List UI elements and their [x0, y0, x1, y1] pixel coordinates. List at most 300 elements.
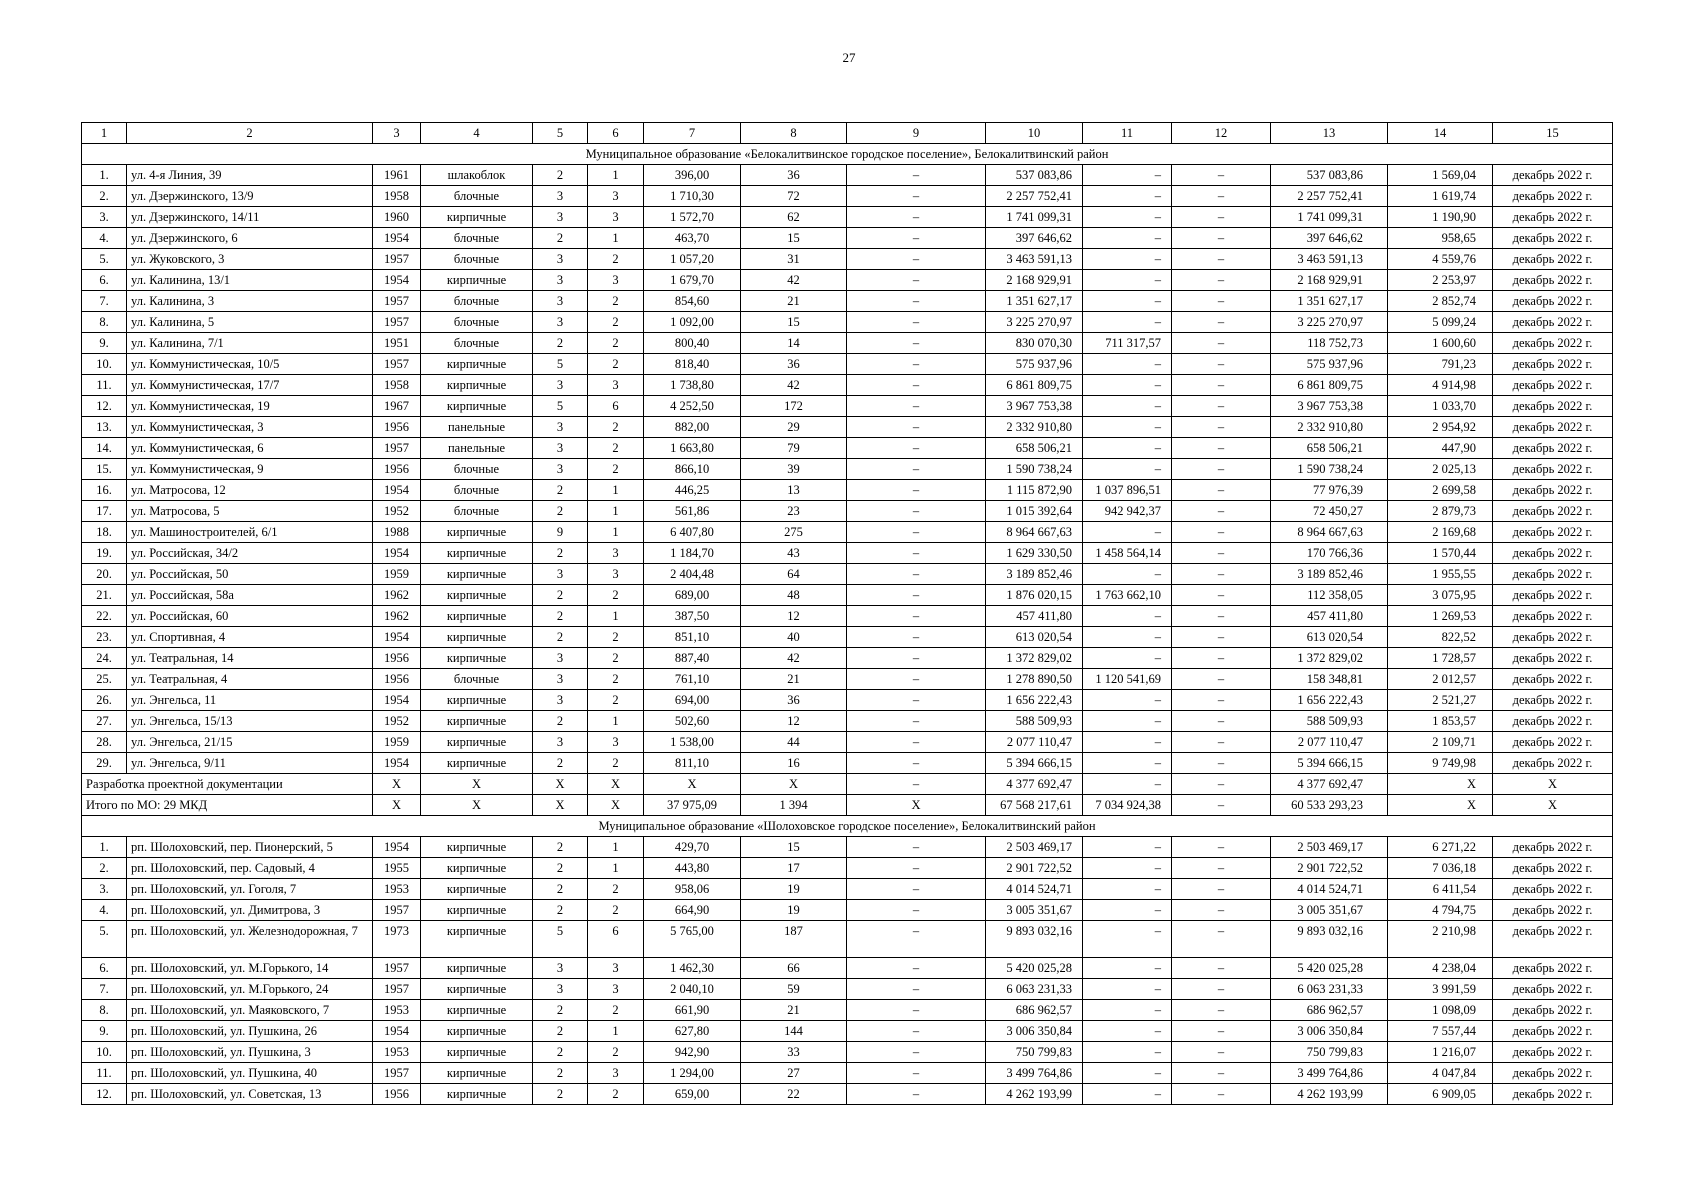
table-cell: – [1083, 228, 1172, 249]
table-cell: 811,10 [644, 753, 741, 774]
table-cell: – [1172, 375, 1271, 396]
table-cell: – [847, 354, 986, 375]
table-cell: 397 646,62 [986, 228, 1083, 249]
table-cell: 1 876 020,15 [986, 585, 1083, 606]
table-cell: 4 262 193,99 [1271, 1084, 1388, 1105]
table-cell: декабрь 2022 г. [1493, 312, 1613, 333]
table-cell: – [847, 396, 986, 417]
table-cell: 158 348,81 [1271, 669, 1388, 690]
table-cell: – [1172, 186, 1271, 207]
table-cell: 5 [533, 921, 588, 958]
table-cell: 1953 [373, 879, 421, 900]
table-cell: 6 861 809,75 [986, 375, 1083, 396]
table-cell: – [847, 690, 986, 711]
table-cell: – [847, 585, 986, 606]
address-cell: ул. Российская, 58а [127, 585, 373, 606]
table-cell: – [847, 312, 986, 333]
table-cell: декабрь 2022 г. [1493, 879, 1613, 900]
table-cell: 24. [82, 648, 127, 669]
address-cell: ул. Театральная, 4 [127, 669, 373, 690]
table-cell: 1 572,70 [644, 207, 741, 228]
table-cell: 1 741 099,31 [986, 207, 1083, 228]
table-cell: 661,90 [644, 1000, 741, 1021]
table-cell: 39 [741, 459, 847, 480]
table-cell: декабрь 2022 г. [1493, 228, 1613, 249]
table-cell: 446,25 [644, 480, 741, 501]
table-cell: 2 [588, 459, 644, 480]
table-cell: – [847, 774, 986, 795]
table-row [82, 837, 1613, 858]
table-row [82, 958, 1613, 979]
table-cell: 3 [533, 648, 588, 669]
table-cell: кирпичные [421, 732, 533, 753]
table-cell: кирпичные [421, 690, 533, 711]
table-cell: 3 [588, 958, 644, 979]
table-cell: 187 [741, 921, 847, 958]
table-row [82, 879, 1613, 900]
table-cell: 2 [533, 900, 588, 921]
table-cell: – [1172, 921, 1271, 958]
table-cell: – [847, 648, 986, 669]
table-cell: кирпичные [421, 1042, 533, 1063]
table-cell: 4 047,84 [1388, 1063, 1493, 1084]
address-cell: рп. Шолоховский, ул. Пушкина, 26 [127, 1021, 373, 1042]
table-cell: 664,90 [644, 900, 741, 921]
address-cell: ул. Энгельса, 9/11 [127, 753, 373, 774]
table-cell: 396,00 [644, 165, 741, 186]
table-cell: – [847, 669, 986, 690]
table-cell: 1 [588, 1021, 644, 1042]
table-cell: 2 [533, 858, 588, 879]
table-cell: 2 [588, 1000, 644, 1021]
table-cell: – [1083, 690, 1172, 711]
table-cell: 1 [588, 837, 644, 858]
table-cell: 6 [588, 921, 644, 958]
table-cell: 2 [588, 291, 644, 312]
table-cell: 588 509,93 [1271, 711, 1388, 732]
table-cell: декабрь 2022 г. [1493, 958, 1613, 979]
table-cell: – [1172, 1021, 1271, 1042]
column-number-cell: 10 [986, 123, 1083, 144]
table-cell: 457 411,80 [1271, 606, 1388, 627]
table-cell: – [1083, 270, 1172, 291]
table-cell: 2 169,68 [1388, 522, 1493, 543]
table-cell: – [847, 606, 986, 627]
address-cell: рп. Шолоховский, пер. Пионерский, 5 [127, 837, 373, 858]
table-cell: – [1083, 249, 1172, 270]
table-cell: 3 005 351,67 [1271, 900, 1388, 921]
table-cell: 6 063 231,33 [1271, 979, 1388, 1000]
address-cell: ул. Энгельса, 15/13 [127, 711, 373, 732]
page-number: 27 [842, 50, 856, 65]
table-row [82, 1021, 1613, 1042]
table-cell: 3 [533, 669, 588, 690]
address-cell: ул. Матросова, 5 [127, 501, 373, 522]
table-cell: 3 [588, 1063, 644, 1084]
table-cell: 2 [533, 501, 588, 522]
table-cell: – [1172, 837, 1271, 858]
table-row [82, 711, 1613, 732]
table-cell: 6 271,22 [1388, 837, 1493, 858]
table-cell: 6 861 809,75 [1271, 375, 1388, 396]
address-cell: ул. Калинина, 3 [127, 291, 373, 312]
table-cell: 1 092,00 [644, 312, 741, 333]
table-cell: 4 014 524,71 [986, 879, 1083, 900]
table-cell: 7. [82, 291, 127, 312]
table-cell: 10. [82, 354, 127, 375]
table-cell: 1957 [373, 979, 421, 1000]
table-cell: 1953 [373, 1042, 421, 1063]
table-cell: – [847, 958, 986, 979]
table-cell: 4 794,75 [1388, 900, 1493, 921]
column-number-cell: 14 [1388, 123, 1493, 144]
table-cell: 1 570,44 [1388, 543, 1493, 564]
table-cell: 12. [82, 1084, 127, 1105]
table-cell: Х [421, 774, 533, 795]
table-cell: панельные [421, 438, 533, 459]
table-cell: 36 [741, 354, 847, 375]
table-cell: – [1083, 564, 1172, 585]
table-cell: 3 005 351,67 [986, 900, 1083, 921]
table-cell: 72 [741, 186, 847, 207]
table-cell: 9 749,98 [1388, 753, 1493, 774]
table-cell: 10. [82, 1042, 127, 1063]
table-cell: – [847, 921, 986, 958]
table-cell: 5 [533, 354, 588, 375]
table-cell: 3 [588, 375, 644, 396]
table-cell: декабрь 2022 г. [1493, 1042, 1613, 1063]
table-cell: декабрь 2022 г. [1493, 249, 1613, 270]
table-cell: Х [1493, 795, 1613, 816]
table-cell: 118 752,73 [1271, 333, 1388, 354]
table-cell: 2 503 469,17 [1271, 837, 1388, 858]
table-cell: 3 [533, 249, 588, 270]
table-row [82, 690, 1613, 711]
address-cell: ул. Коммунистическая, 9 [127, 459, 373, 480]
table-row [82, 333, 1613, 354]
table-cell: 13. [82, 417, 127, 438]
column-number-cell: 8 [741, 123, 847, 144]
table-row [82, 564, 1613, 585]
table-cell: 1 372 829,02 [1271, 648, 1388, 669]
table-cell: 2 [588, 879, 644, 900]
table-cell: 2. [82, 186, 127, 207]
address-cell: ул. Российская, 34/2 [127, 543, 373, 564]
table-cell: 5 [533, 396, 588, 417]
table-cell: 15 [741, 312, 847, 333]
address-cell: рп. Шолоховский, ул. М.Горького, 24 [127, 979, 373, 1000]
table-cell: 5. [82, 921, 127, 958]
table-cell: декабрь 2022 г. [1493, 979, 1613, 1000]
table-cell: 9. [82, 333, 127, 354]
address-cell: ул. Матросова, 12 [127, 480, 373, 501]
table-cell: 2 210,98 [1388, 921, 1493, 958]
table-cell: кирпичные [421, 837, 533, 858]
table-cell: Х [741, 774, 847, 795]
table-cell: блочные [421, 312, 533, 333]
table-cell: – [1172, 312, 1271, 333]
table-cell: 2 [533, 1021, 588, 1042]
table-cell: кирпичные [421, 207, 533, 228]
table-cell: 1962 [373, 606, 421, 627]
table-cell: кирпичные [421, 1000, 533, 1021]
table-cell: 1954 [373, 627, 421, 648]
table-cell: 2 [533, 228, 588, 249]
table-cell: 1 351 627,17 [1271, 291, 1388, 312]
table-cell: 1959 [373, 732, 421, 753]
table-cell: 575 937,96 [986, 354, 1083, 375]
table-cell: 750 799,83 [986, 1042, 1083, 1063]
table-cell: 689,00 [644, 585, 741, 606]
table-cell: кирпичные [421, 354, 533, 375]
table-row [82, 438, 1613, 459]
table-cell: блочные [421, 501, 533, 522]
table-cell: 791,23 [1388, 354, 1493, 375]
table-cell: 23. [82, 627, 127, 648]
table-cell: Х [421, 795, 533, 816]
table-cell: – [1172, 606, 1271, 627]
table-cell: – [847, 438, 986, 459]
table-cell: декабрь 2022 г. [1493, 480, 1613, 501]
table-cell: 1954 [373, 543, 421, 564]
table-cell: 77 976,39 [1271, 480, 1388, 501]
table-cell: 12 [741, 711, 847, 732]
table-cell: декабрь 2022 г. [1493, 207, 1613, 228]
table-cell: 2 012,57 [1388, 669, 1493, 690]
column-number-cell: 12 [1172, 123, 1271, 144]
table-cell: 7 557,44 [1388, 1021, 1493, 1042]
table-cell: – [1083, 207, 1172, 228]
table-cell: 11. [82, 375, 127, 396]
table-cell: 21 [741, 291, 847, 312]
table-row [82, 627, 1613, 648]
table-cell: декабрь 2022 г. [1493, 417, 1613, 438]
table-cell: 48 [741, 585, 847, 606]
table-cell: блочные [421, 669, 533, 690]
table-cell: 5 394 666,15 [1271, 753, 1388, 774]
table-cell: 1 184,70 [644, 543, 741, 564]
table-cell: 2 521,27 [1388, 690, 1493, 711]
table-cell: – [847, 417, 986, 438]
table-cell: 3 189 852,46 [1271, 564, 1388, 585]
table-cell: 22. [82, 606, 127, 627]
table-cell: 2 [533, 543, 588, 564]
table-cell: – [1172, 711, 1271, 732]
table-cell: декабрь 2022 г. [1493, 921, 1613, 958]
table-cell: – [1083, 165, 1172, 186]
table-cell: Х [1493, 774, 1613, 795]
table-cell: 2 [588, 1042, 644, 1063]
summary-row [82, 795, 1613, 816]
table-cell: 4 238,04 [1388, 958, 1493, 979]
table-cell: 62 [741, 207, 847, 228]
table-cell: 40 [741, 627, 847, 648]
table-cell: 7. [82, 979, 127, 1000]
table-cell: кирпичные [421, 958, 533, 979]
table-cell: 575 937,96 [1271, 354, 1388, 375]
table-cell: 1 278 890,50 [986, 669, 1083, 690]
table-cell: 8 964 667,63 [1271, 522, 1388, 543]
table-cell: – [1083, 1042, 1172, 1063]
table-cell: 1954 [373, 270, 421, 291]
address-cell: ул. Коммунистическая, 10/5 [127, 354, 373, 375]
table-cell: – [1172, 165, 1271, 186]
table-row [82, 1063, 1613, 1084]
table-cell: 1 763 662,10 [1083, 585, 1172, 606]
table-cell: 5 099,24 [1388, 312, 1493, 333]
table-cell: декабрь 2022 г. [1493, 1063, 1613, 1084]
table-cell: 1957 [373, 312, 421, 333]
table-cell: 1956 [373, 648, 421, 669]
table-cell: Х [373, 795, 421, 816]
table-cell: декабрь 2022 г. [1493, 333, 1613, 354]
table-cell: – [1083, 627, 1172, 648]
table-cell: 23 [741, 501, 847, 522]
table-cell: Х [533, 774, 588, 795]
table-row [82, 291, 1613, 312]
table-cell: 2 [533, 1042, 588, 1063]
table-row [82, 900, 1613, 921]
address-cell: рп. Шолоховский, пер. Садовый, 4 [127, 858, 373, 879]
table-cell: – [1083, 417, 1172, 438]
table-cell: кирпичные [421, 753, 533, 774]
table-cell: 1 394 [741, 795, 847, 816]
address-cell: рп. Шолоховский, ул. Гоголя, 7 [127, 879, 373, 900]
table-cell: 1 [588, 228, 644, 249]
table-cell: – [847, 900, 986, 921]
table-cell: 37 975,09 [644, 795, 741, 816]
table-cell: декабрь 2022 г. [1493, 837, 1613, 858]
summary-label: Разработка проектной документации [82, 774, 373, 795]
table-cell: – [1172, 207, 1271, 228]
table-cell: декабрь 2022 г. [1493, 543, 1613, 564]
table-cell: 5 420 025,28 [1271, 958, 1388, 979]
address-cell: ул. Машиностроителей, 6/1 [127, 522, 373, 543]
table-cell: 2 168 929,91 [986, 270, 1083, 291]
table-row [82, 249, 1613, 270]
address-cell: рп. Шолоховский, ул. Димитрова, 3 [127, 900, 373, 921]
table-cell: 2 [533, 753, 588, 774]
table-cell: 1 120 541,69 [1083, 669, 1172, 690]
table-cell: – [1083, 837, 1172, 858]
table-row [82, 858, 1613, 879]
table-cell: декабрь 2022 г. [1493, 438, 1613, 459]
table-cell: 4 252,50 [644, 396, 741, 417]
table-cell: 818,40 [644, 354, 741, 375]
table-cell: 6. [82, 270, 127, 291]
table-row [82, 732, 1613, 753]
table-cell: 1 656 222,43 [1271, 690, 1388, 711]
table-cell: кирпичные [421, 648, 533, 669]
table-cell: 3 [588, 207, 644, 228]
table-cell: кирпичные [421, 606, 533, 627]
table-cell: 7 034 924,38 [1083, 795, 1172, 816]
table-cell: декабрь 2022 г. [1493, 648, 1613, 669]
table-cell: 5. [82, 249, 127, 270]
table-row [82, 207, 1613, 228]
table-cell: 1957 [373, 291, 421, 312]
table-cell: 3 [533, 979, 588, 1000]
table-cell: 561,86 [644, 501, 741, 522]
table-cell: кирпичные [421, 564, 533, 585]
table-cell: 1 [588, 522, 644, 543]
table-cell: Х [644, 774, 741, 795]
table-cell: – [1172, 1063, 1271, 1084]
table-cell: 397 646,62 [1271, 228, 1388, 249]
table-cell: – [1172, 669, 1271, 690]
table-cell: – [847, 480, 986, 501]
table-cell: 1954 [373, 753, 421, 774]
table-cell: 537 083,86 [1271, 165, 1388, 186]
table-cell: 21 [741, 669, 847, 690]
table-cell: 1954 [373, 1021, 421, 1042]
table-cell: 1 656 222,43 [986, 690, 1083, 711]
table-cell: 12 [741, 606, 847, 627]
table-cell: 443,80 [644, 858, 741, 879]
table-cell: декабрь 2022 г. [1493, 564, 1613, 585]
table-cell: 1954 [373, 837, 421, 858]
table-cell: 958,06 [644, 879, 741, 900]
table-cell: 1. [82, 165, 127, 186]
table-cell: 2 [588, 1084, 644, 1105]
table-cell: 21. [82, 585, 127, 606]
table-cell: 14 [741, 333, 847, 354]
table-cell: 1 033,70 [1388, 396, 1493, 417]
table-cell: 2 332 910,80 [986, 417, 1083, 438]
table-cell: 42 [741, 375, 847, 396]
table-row [82, 979, 1613, 1000]
table-cell: – [1083, 958, 1172, 979]
table-cell: 2 [533, 1000, 588, 1021]
table-cell: декабрь 2022 г. [1493, 459, 1613, 480]
table-cell: 2 332 910,80 [1271, 417, 1388, 438]
table-cell: – [847, 165, 986, 186]
table-cell: – [847, 207, 986, 228]
table-cell: 3 [533, 375, 588, 396]
table-cell: 112 358,05 [1271, 585, 1388, 606]
table-cell: – [1172, 795, 1271, 816]
table-cell: кирпичные [421, 858, 533, 879]
table-cell: 1 538,00 [644, 732, 741, 753]
table-cell: 9 [533, 522, 588, 543]
table-cell: декабрь 2022 г. [1493, 627, 1613, 648]
table-cell: – [847, 879, 986, 900]
table-cell: – [1172, 564, 1271, 585]
table-cell: – [1172, 1084, 1271, 1105]
table-cell: кирпичные [421, 711, 533, 732]
table-row [82, 585, 1613, 606]
table-cell: – [847, 858, 986, 879]
table-cell: 17. [82, 501, 127, 522]
table-cell: декабрь 2022 г. [1493, 270, 1613, 291]
table-cell: 3 991,59 [1388, 979, 1493, 1000]
table-cell: 1 955,55 [1388, 564, 1493, 585]
address-cell: рп. Шолоховский, ул. Железнодорожная, 7 [127, 921, 373, 958]
table-cell: декабрь 2022 г. [1493, 585, 1613, 606]
table-cell: кирпичные [421, 979, 533, 1000]
table-cell: – [1172, 900, 1271, 921]
table-cell: – [1083, 291, 1172, 312]
table-cell: 1952 [373, 711, 421, 732]
table-cell: – [1172, 648, 1271, 669]
table-cell: 15 [741, 837, 847, 858]
table-cell: 1 738,80 [644, 375, 741, 396]
table-cell: кирпичные [421, 879, 533, 900]
table-cell: – [1172, 249, 1271, 270]
table-cell: 711 317,57 [1083, 333, 1172, 354]
table-cell: – [1083, 774, 1172, 795]
table-cell: 1 351 627,17 [986, 291, 1083, 312]
